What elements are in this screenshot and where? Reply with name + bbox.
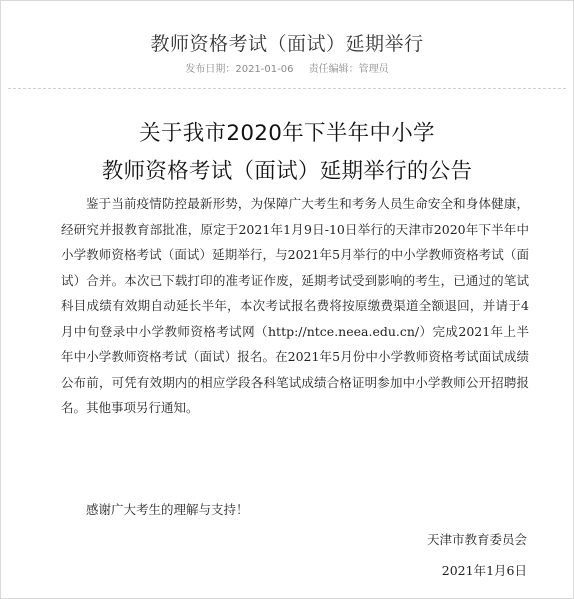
publish-date: 发布日期：2021-01-06 — [185, 64, 294, 75]
header-divider — [8, 88, 566, 89]
notice-paragraph: 鉴于当前疫情防控最新形势，为保障广大考生和考务人员生命安全和身体健康，经研究并报教育部批准，原定于2021年1月9日-10日举行的天津市2020年下半年中小学教师资格考试（面试）延期举行，与2021年5月举行的中小学教师资格考试（面试）合并。本次已下载打印的准考证作废，延期考试受到影响的考生，已通过的笔试科目成绩有效期自动延长半年，本次考试报名费将按原缴费渠道全额退回，并请于4月中旬登录中小学教师资格考试网（http://ntce.neea.edu.cn/）完成2021年上半年中小学教师资格考试（面试）报名。在2021年5月份中小学教师资格考试面试成绩公布前，可凭有效期内的相应学段各科笔试成绩合格证明参加中小学教师公开招聘报名。其他事项另行通知。 — [61, 196, 529, 415]
notice-date: 2021年1月6日 — [441, 563, 527, 578]
notice-title-line2: 教师资格考试（面试）延期举行的公告 — [101, 159, 473, 184]
notice-body — [61, 191, 529, 421]
article-meta — [1, 63, 573, 77]
notice-title-line1: 关于我市2020年下半年中小学 — [139, 121, 435, 146]
editor-info: 责任编辑：管理员 — [308, 64, 389, 75]
notice-thanks: 感谢广大考生的理解与支持！ — [86, 502, 249, 517]
page-title: 教师资格考试（面试）延期举行 — [150, 33, 424, 55]
notice-signature: 天津市教育委员会 — [426, 532, 527, 547]
